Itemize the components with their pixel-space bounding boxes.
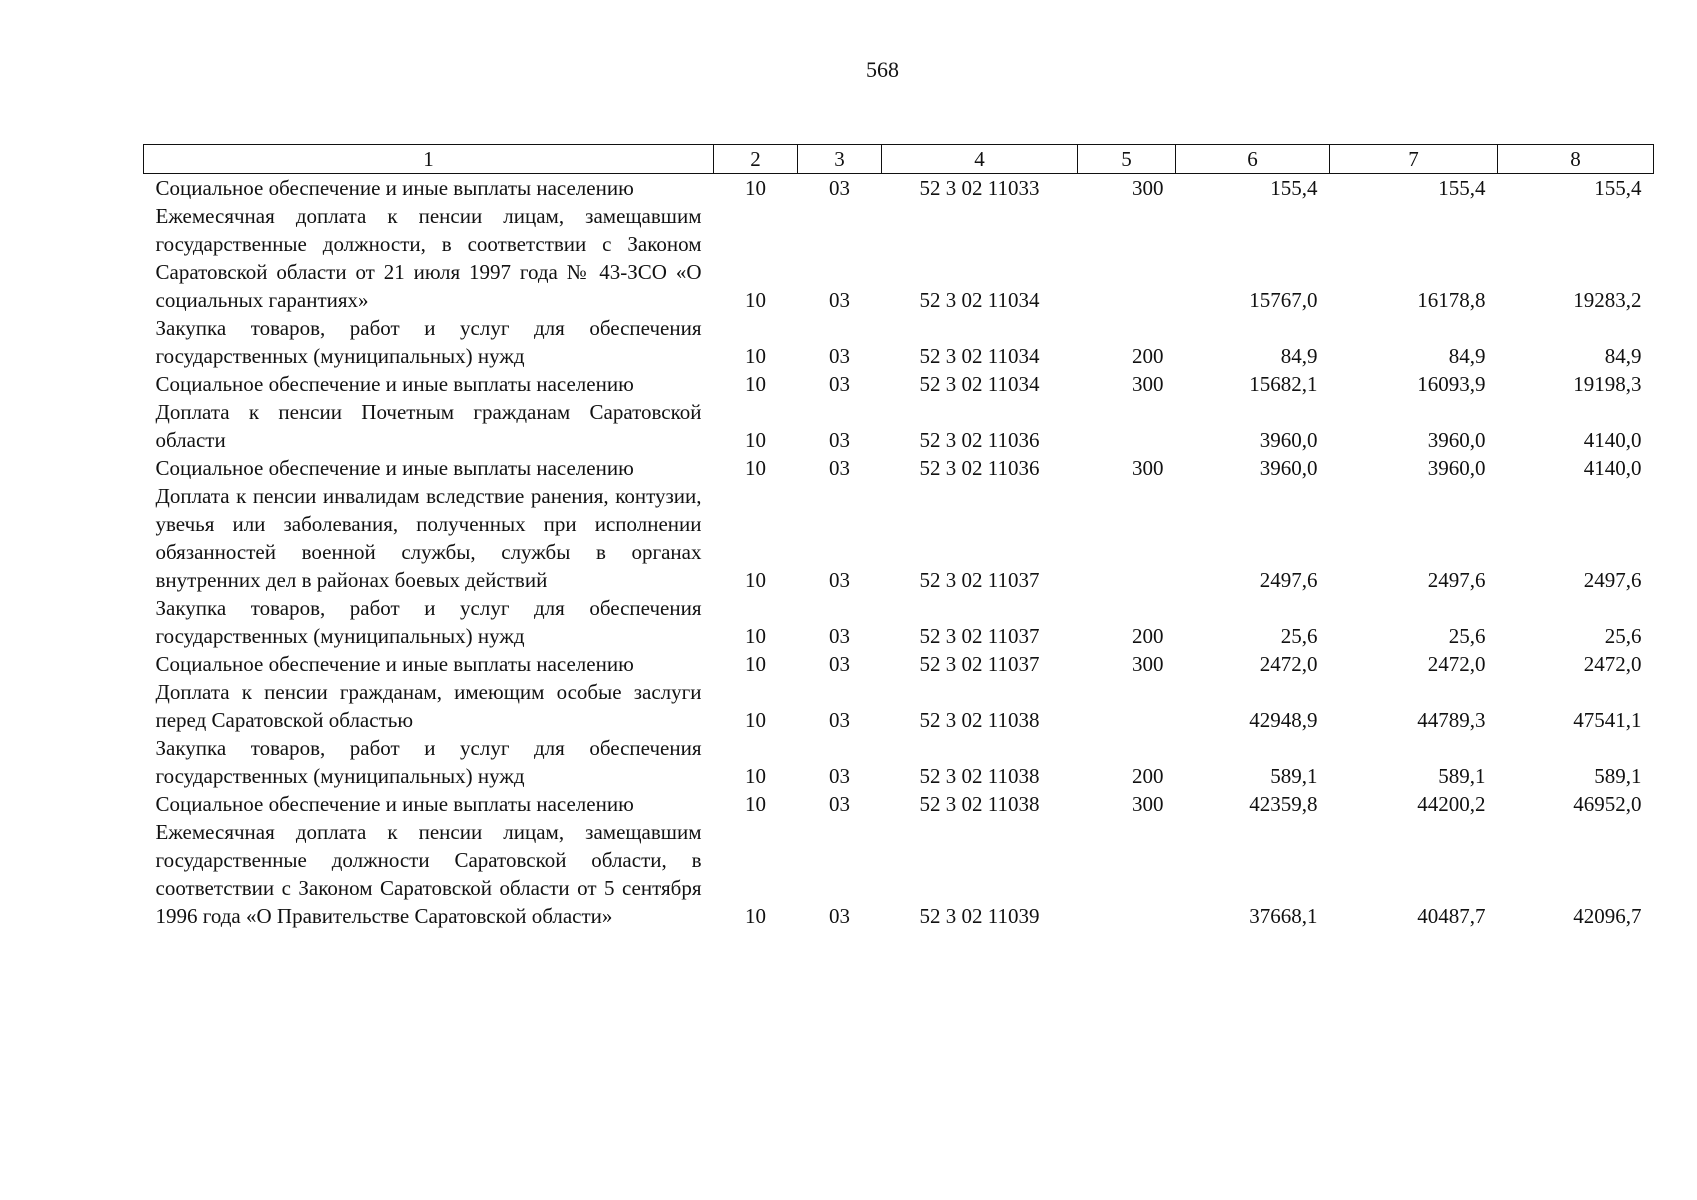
table-row: [144, 202, 1654, 314]
amount-year-1: 15682,1: [1249, 372, 1318, 396]
section-code: 10: [745, 568, 766, 592]
row-description: Доплата к пенсии Почетным гражданам Саратовской области: [155, 400, 702, 452]
table-body: [144, 174, 1654, 931]
expense-type-code: 300: [1132, 456, 1164, 480]
expense-type-code: [1078, 482, 1176, 594]
amount-year-3: 84,9: [1604, 344, 1642, 368]
target-article-code: 52 3 02 11037: [919, 568, 1040, 592]
target-article-code: 52 3 02 11034: [919, 372, 1040, 396]
subsection-code: 03: [829, 904, 850, 928]
amount-year-2: 16093,9: [1417, 372, 1486, 396]
target-article-code: 52 3 02 11036: [919, 428, 1040, 452]
amount-year-1: 2472,0: [1259, 652, 1318, 676]
target-article-code: 52 3 02 11034: [919, 344, 1040, 368]
subsection-code: 03: [829, 456, 850, 480]
expense-type-code: 300: [1132, 792, 1164, 816]
subsection-code: 03: [829, 288, 850, 312]
target-article-code: 52 3 02 11037: [919, 652, 1040, 676]
column-header-2: 2: [714, 145, 798, 174]
subsection-code: 03: [829, 764, 850, 788]
amount-year-3: 589,1: [1594, 764, 1642, 788]
subsection-code: 03: [829, 708, 850, 732]
row-description: Социальное обеспечение и иные выплаты населению: [155, 652, 634, 676]
expense-type-code: 200: [1132, 344, 1164, 368]
amount-year-2: 44789,3: [1417, 708, 1486, 732]
subsection-code: 03: [829, 792, 850, 816]
section-code: 10: [745, 288, 766, 312]
amount-year-3: 4140,0: [1583, 428, 1642, 452]
amount-year-2: 40487,7: [1417, 904, 1486, 928]
expense-type-code: 200: [1132, 624, 1164, 648]
expense-type-code: 300: [1132, 372, 1164, 396]
expense-type-code: 200: [1132, 764, 1164, 788]
table-row: [144, 650, 1654, 678]
amount-year-3: 19198,3: [1573, 372, 1642, 396]
section-code: 10: [745, 708, 766, 732]
amount-year-3: 19283,2: [1573, 288, 1642, 312]
table-row: [144, 398, 1654, 454]
table-row: [144, 454, 1654, 482]
subsection-code: 03: [829, 372, 850, 396]
expense-type-code: [1078, 818, 1176, 930]
column-header-7: 7: [1330, 145, 1498, 174]
amount-year-1: 3960,0: [1259, 428, 1318, 452]
amount-year-1: 2497,6: [1259, 568, 1318, 592]
row-description: Закупка товаров, работ и услуг для обеспечения государственных (муниципальных) нужд: [155, 736, 702, 788]
amount-year-2: 2497,6: [1427, 568, 1486, 592]
amount-year-3: 2472,0: [1583, 652, 1642, 676]
amount-year-1: 42948,9: [1249, 708, 1318, 732]
table-row: [144, 174, 1654, 203]
target-article-code: 52 3 02 11036: [919, 456, 1040, 480]
expense-type-code: [1078, 202, 1176, 314]
amount-year-2: 3960,0: [1427, 428, 1486, 452]
expense-type-code: [1078, 398, 1176, 454]
amount-year-2: 155,4: [1438, 176, 1486, 200]
amount-year-2: 16178,8: [1417, 288, 1486, 312]
amount-year-1: 155,4: [1270, 176, 1318, 200]
column-header-4: 4: [882, 145, 1078, 174]
budget-table: [143, 144, 1654, 930]
subsection-code: 03: [829, 176, 850, 200]
amount-year-3: 155,4: [1594, 176, 1642, 200]
page-number: 568: [866, 57, 899, 82]
column-header-1: 1: [144, 145, 714, 174]
amount-year-2: 44200,2: [1417, 792, 1486, 816]
section-code: 10: [745, 428, 766, 452]
section-code: 10: [745, 792, 766, 816]
amount-year-3: 25,6: [1604, 624, 1642, 648]
table-row: [144, 482, 1654, 594]
target-article-code: 52 3 02 11038: [919, 708, 1040, 732]
amount-year-1: 3960,0: [1259, 456, 1318, 480]
target-article-code: 52 3 02 11039: [919, 904, 1040, 928]
amount-year-2: 84,9: [1448, 344, 1486, 368]
expense-type-code: 300: [1132, 176, 1164, 200]
row-description: Закупка товаров, работ и услуг для обеспечения государственных (муниципальных) нужд: [155, 316, 702, 368]
amount-year-1: 15767,0: [1249, 288, 1318, 312]
subsection-code: 03: [829, 568, 850, 592]
table-header: [144, 145, 1654, 174]
amount-year-2: 2472,0: [1427, 652, 1486, 676]
row-description: Социальное обеспечение и иные выплаты населению: [155, 176, 634, 200]
amount-year-3: 46952,0: [1573, 792, 1642, 816]
section-code: 10: [745, 176, 766, 200]
expense-type-code: 300: [1132, 652, 1164, 676]
table-row: [144, 314, 1654, 370]
amount-year-2: 25,6: [1448, 624, 1486, 648]
amount-year-3: 4140,0: [1583, 456, 1642, 480]
amount-year-1: 25,6: [1280, 624, 1318, 648]
amount-year-1: 589,1: [1270, 764, 1318, 788]
table-row: [144, 678, 1654, 734]
amount-year-3: 47541,1: [1573, 708, 1642, 732]
subsection-code: 03: [829, 652, 850, 676]
target-article-code: 52 3 02 11033: [919, 176, 1040, 200]
amount-year-2: 3960,0: [1427, 456, 1486, 480]
subsection-code: 03: [829, 344, 850, 368]
target-article-code: 52 3 02 11037: [919, 624, 1040, 648]
target-article-code: 52 3 02 11038: [919, 792, 1040, 816]
column-header-8: 8: [1498, 145, 1654, 174]
amount-year-3: 42096,7: [1573, 904, 1642, 928]
row-description: Доплата к пенсии гражданам, имеющим особые заслуги перед Саратовской областью: [155, 680, 702, 732]
section-code: 10: [745, 456, 766, 480]
row-description: Социальное обеспечение и иные выплаты населению: [155, 456, 634, 480]
amount-year-1: 37668,1: [1249, 904, 1318, 928]
section-code: 10: [745, 652, 766, 676]
amount-year-1: 84,9: [1280, 344, 1318, 368]
amount-year-3: 2497,6: [1583, 568, 1642, 592]
table-row: [144, 790, 1654, 818]
section-code: 10: [745, 904, 766, 928]
row-description: Закупка товаров, работ и услуг для обеспечения государственных (муниципальных) нужд: [155, 596, 702, 648]
target-article-code: 52 3 02 11034: [919, 288, 1040, 312]
section-code: 10: [745, 344, 766, 368]
section-code: 10: [745, 764, 766, 788]
column-header-6: 6: [1176, 145, 1330, 174]
row-description: Социальное обеспечение и иные выплаты населению: [155, 372, 634, 396]
table-row: [144, 818, 1654, 930]
row-description: Ежемесячная доплата к пенсии лицам, замещавшим государственные должности Саратовской области, в соответствии с Законом Саратовской области от 5 сентября 1996 года «О Правительстве Саратовской области»: [155, 820, 702, 928]
row-description: Ежемесячная доплата к пенсии лицам, замещавшим государственные должности, в соответствии с Законом Саратовской области от 21 июля 1997 года № 43-ЗСО «О социальных гарантиях»: [155, 204, 702, 312]
column-header-5: 5: [1078, 145, 1176, 174]
amount-year-1: 42359,8: [1249, 792, 1318, 816]
section-code: 10: [745, 624, 766, 648]
subsection-code: 03: [829, 624, 850, 648]
subsection-code: 03: [829, 428, 850, 452]
section-code: 10: [745, 372, 766, 396]
column-header-3: 3: [798, 145, 882, 174]
table-row: [144, 594, 1654, 650]
table-row: [144, 734, 1654, 790]
expense-type-code: [1078, 678, 1176, 734]
target-article-code: 52 3 02 11038: [919, 764, 1040, 788]
row-description: Социальное обеспечение и иные выплаты населению: [155, 792, 634, 816]
row-description: Доплата к пенсии инвалидам вследствие ранения, контузии, увечья или заболевания, полученных при исполнении обязанностей военной службы, службы в органах внутренних дел в районах боевых действий: [155, 484, 702, 592]
table-row: [144, 370, 1654, 398]
amount-year-2: 589,1: [1438, 764, 1486, 788]
